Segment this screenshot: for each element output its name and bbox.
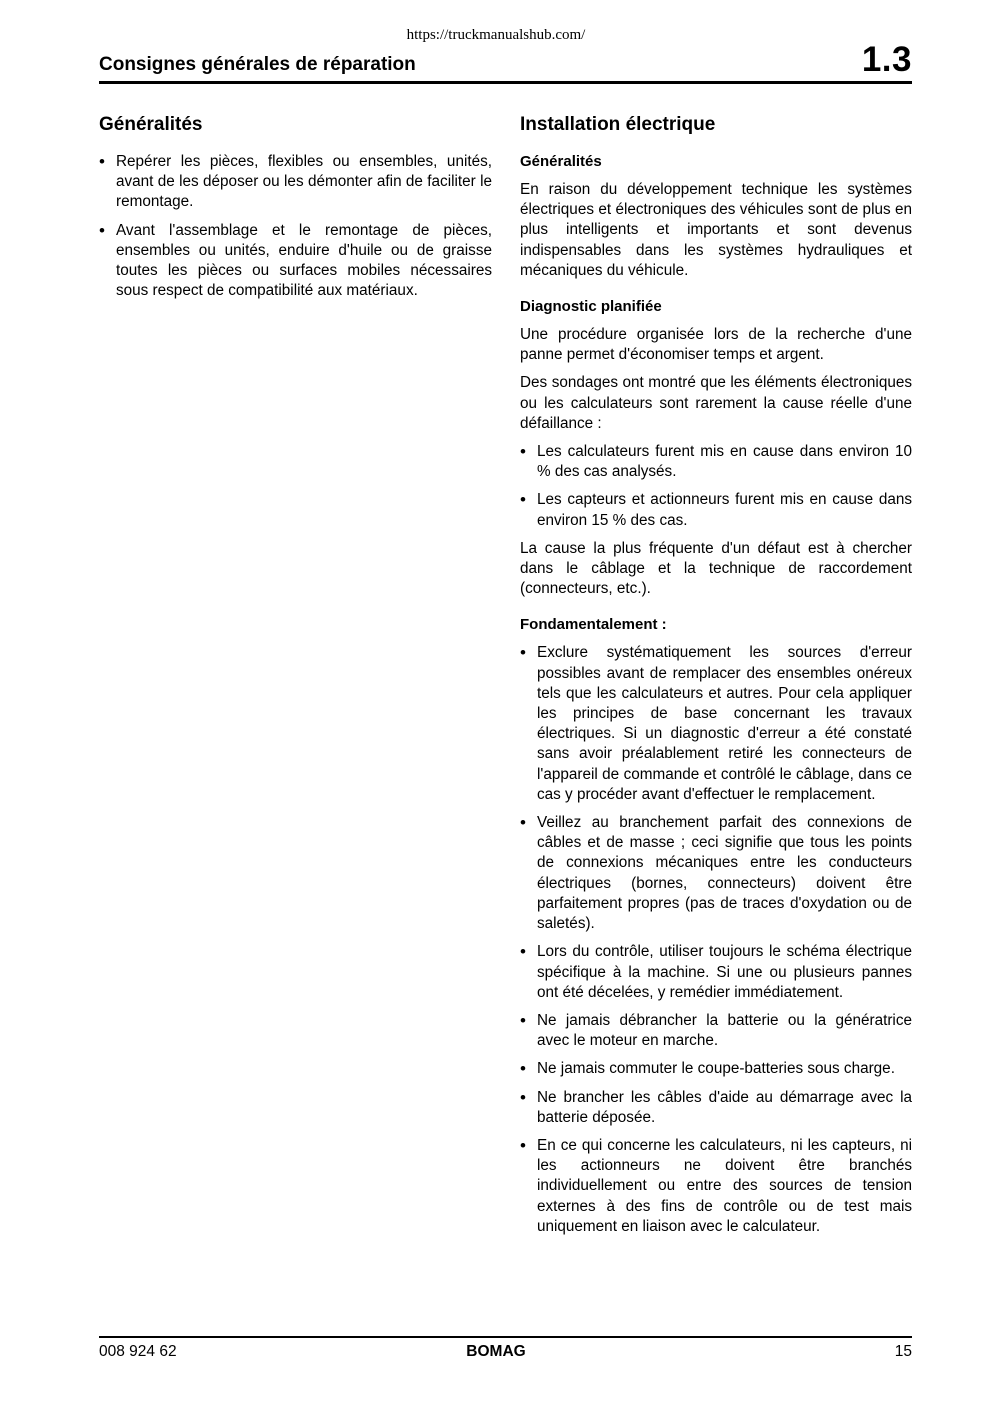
paragraph: Une procédure organisée lors de la recherche d'une panne permet d'économiser temps et argent.: [520, 326, 912, 364]
left-heading: Généralités: [99, 114, 203, 135]
brand-name: BOMAG: [466, 1343, 526, 1360]
right-heading: Installation électrique: [520, 114, 716, 135]
source-url: https://truckmanualshub.com/: [406, 27, 586, 43]
list-item: • Lors du contrôle, utiliser toujours le schéma électrique spécifique à la machine. Si une ou plusieurs pannes ont été décelées, y remédier immédiatement.: [520, 942, 912, 1003]
subheading-diagnostic: Diagnostic planifiée: [520, 298, 662, 316]
list-item: • Veillez au branchement parfait des connexions de câbles et de masse ; ceci signifie que tous les points de connexions mécaniques entre les conducteurs électriques (bornes, connecteurs) doivent être parfaitement propres (pas de traces d'oxydation ou de saletés).: [520, 813, 912, 934]
list-item: • Ne jamais débrancher la batterie ou la génératrice avec le moteur en marche.: [520, 1011, 912, 1051]
list-item: • Ne brancher les câbles d'aide au démarrage avec la batterie déposée.: [520, 1088, 912, 1128]
section-number: 1.3: [861, 40, 912, 79]
paragraph: La cause la plus fréquente d'un défaut est à chercher dans le câblage et la technique de raccordement (connecteurs, etc.).: [520, 539, 912, 598]
subheading-fondamentalement: Fondamentalement :: [520, 616, 667, 634]
paragraph: Des sondages ont montré que les éléments électroniques ou les calculateurs sont rarement la cause réelle d'une défaillance :: [520, 374, 912, 432]
header-rule: [99, 81, 912, 84]
paragraph: En raison du développement technique les systèmes électriques et électroniques des véhicules sont de plus en plus intelligents et importants et sont devenus indispensables dans les systèmes hydrauliques et mécaniques du véhicule.: [520, 181, 912, 279]
diagnostic-bullet-list: [520, 442, 912, 531]
left-bullet-list: [99, 152, 492, 301]
subheading-generalites: Généralités: [520, 153, 602, 170]
list-item: • Exclure systématiquement les sources d'erreur possibles avant de remplacer des ensembles onéreux tels que les calculateurs et autres. Pour cela appliquer les principes de base concernant les travaux électriques. Si un diagnostic d'erreur a été constaté sans avoir préalablement retiré les connecteurs de l'appareil de commande et contrôlé le câblage, dans ce cas y procéder avant d'effectuer le remplacement.: [520, 643, 912, 805]
list-item: • Ne jamais commuter le coupe-batteries sous charge.: [520, 1059, 912, 1079]
list-item: • Les capteurs et actionneurs furent mis en cause dans environ 15 % des cas.: [520, 490, 912, 530]
right-column: [520, 113, 912, 1245]
document-number: 008 924 62: [99, 1343, 177, 1360]
list-item: • Repérer les pièces, flexibles ou ensembles, unités, avant de les déposer ou les démonter afin de faciliter le remontage.: [99, 152, 492, 213]
list-item: • Avant l'assemblage et le remontage de pièces, ensembles ou unités, enduire d'huile ou de graisse toutes les pièces ou surfaces mobiles nécessaires sous respect de compatibilité aux matériaux.: [99, 221, 492, 302]
page-number: 15: [894, 1343, 912, 1360]
footer-rule: [99, 1336, 912, 1338]
list-item: • Les calculateurs furent mis en cause dans environ 10 % des cas analysés.: [520, 442, 912, 482]
fundamentals-bullet-list: [520, 643, 912, 1236]
left-column: [99, 113, 492, 309]
list-item: • En ce qui concerne les calculateurs, ni les capteurs, ni les actionneurs ne doivent être branchés individuellement ou entre des sources de tension externes à des fins de contrôle ou de test mais uniquement en liaison avec le calculateur.: [520, 1136, 912, 1237]
page-title: Consignes générales de réparation: [99, 54, 416, 75]
